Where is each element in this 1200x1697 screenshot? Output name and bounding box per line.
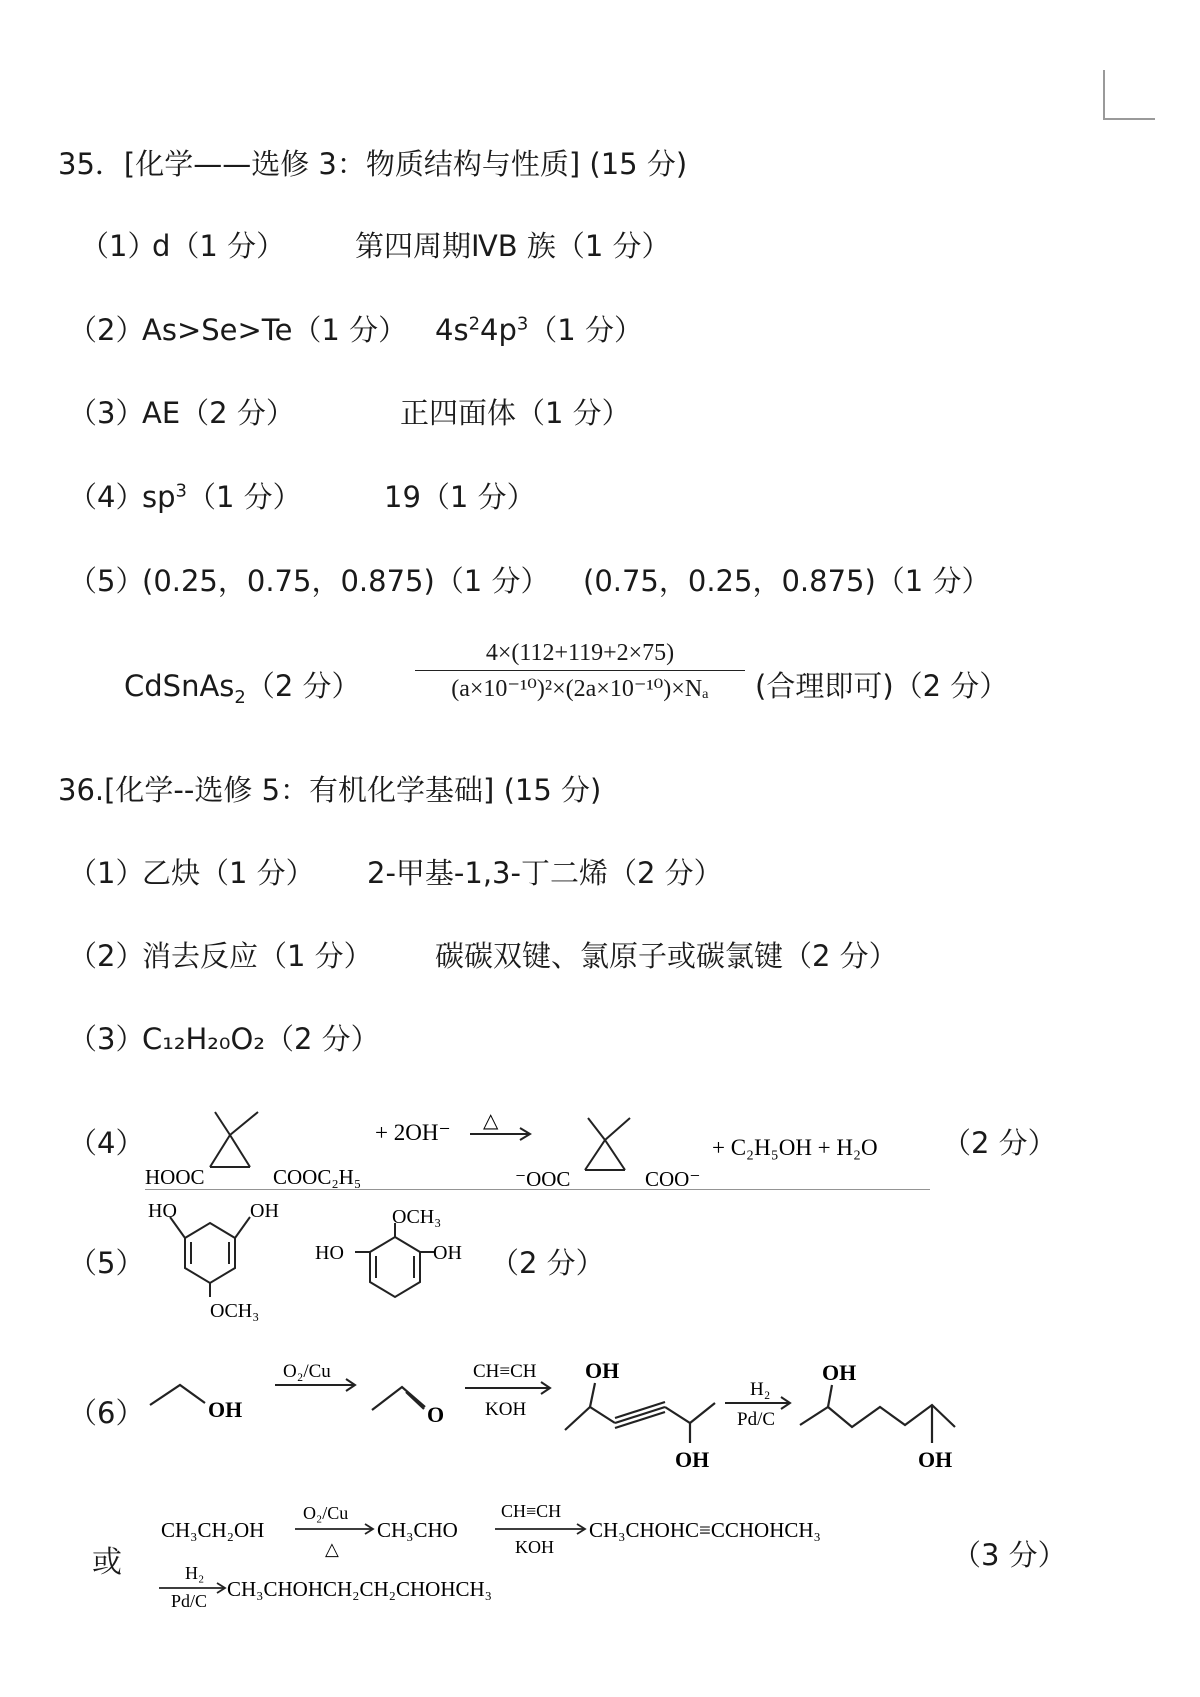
q36-part4-number: （4） <box>68 1126 145 1160</box>
alt-cond2-bottom: KOH <box>515 1537 554 1557</box>
q35-part4-number: （4） <box>68 480 145 514</box>
q36-part1-answer-a: 乙炔（1 分） <box>142 856 315 890</box>
q35-part4-answer-a: $sp^3(1$ 分） <box>142 480 302 514</box>
step2-condition: KOH <box>485 1399 527 1420</box>
q36-header: 36.[化学--选修 5：有机化学基础] (15 分) <box>58 773 602 807</box>
fraction-numerator: 4×(112+119+2×75) <box>485 640 675 666</box>
q36-part3-number: （3） <box>68 1022 145 1056</box>
product-right-group: COO⁻ <box>645 1167 701 1190</box>
q36-part2-answer-b: 碳碳双键、氯原子或碳氯键（2 分） <box>435 939 898 973</box>
alternative-or-label: 或 <box>92 1545 122 1580</box>
reactant-right-group: COOC₂H₅ <box>273 1165 362 1189</box>
hexanediol-skeleton <box>800 1385 955 1443</box>
alt-cond3-top: H₂ <box>185 1563 205 1583</box>
q35-part5-answer-a: (0.25，0.75，0.875)（1 分） <box>142 564 550 598</box>
q35-part3-number: （3） <box>68 396 145 430</box>
q36-part4-score: （2 分） <box>942 1126 1057 1160</box>
q36-part2-number: （2） <box>68 939 145 973</box>
acetaldehyde-skeleton <box>372 1387 425 1410</box>
side-products: + C₂H₅OH + H₂O <box>712 1135 878 1160</box>
fraction-denominator: (a×10⁻¹⁰)²×(2a×10⁻¹⁰)×Nₐ <box>451 676 709 702</box>
q35-part1-answer-a: d（1 分） <box>152 229 286 263</box>
q35-part1-answer-b: 第四周期ⅣB 族（1 分） <box>355 229 671 263</box>
alt-cond1-bottom: △ <box>325 1539 339 1559</box>
q36-part1-answer-b: 2-甲基-1,3-丁二烯（2 分） <box>367 856 723 890</box>
page-corner-mark <box>1103 70 1155 120</box>
step2-arrow <box>465 1382 550 1394</box>
heat-condition: △ <box>483 1110 499 1132</box>
q36-part1-number: （1） <box>68 856 145 890</box>
q36-part2-answer-a: 消去反应（1 分） <box>142 939 373 973</box>
s1-ho-label: HO <box>148 1200 177 1222</box>
alt-cond1-top: O₂/Cu <box>303 1503 349 1523</box>
alt-cond3-bottom: Pd/C <box>171 1591 208 1611</box>
q35-part5-number: （5） <box>68 564 145 598</box>
q35-part3-answer-a: AE（2 分） <box>142 396 295 430</box>
hexynediol-oh-top: OH <box>585 1358 620 1383</box>
q35-part5-answer-b: (0.75，0.25，0.875)（1 分） <box>583 564 991 598</box>
alt-step3-hexynediol: CH₃CHOHC≡CCHOHCH₃ <box>589 1518 821 1542</box>
q35-part2-answer-a: As>Se>Te（1 分） <box>142 313 408 347</box>
alt-arrow-1 <box>295 1524 373 1534</box>
product-left-group: ⁻OOC <box>515 1167 571 1190</box>
benzene-ring-2 <box>355 1223 435 1297</box>
reactant-left-group: HOOC <box>145 1165 205 1189</box>
q36-part5-score: （2 分） <box>490 1246 605 1280</box>
s1-och3-label: OCH₃ <box>210 1300 260 1322</box>
q35-part4-answer-b: 19（1 分） <box>384 480 536 514</box>
hexanediol-oh-top: OH <box>822 1360 857 1385</box>
q35-header: 35．[化学——选修 3：物质结构与性质] (15 分) <box>58 147 688 181</box>
alt-step1-ethanol: CH₃CH₂OH <box>161 1518 265 1542</box>
q35-part1-number: （1） <box>80 229 157 263</box>
fraction-bar <box>415 670 745 671</box>
s2-och3-label: OCH₃ <box>392 1206 442 1228</box>
synthesis-route-diagram <box>140 1345 1060 1475</box>
alt-step4-hexanediol: CH₃CHOHCH₂CH₂CHOHCH₃ <box>227 1577 492 1601</box>
hexanediol-oh-bottom: OH <box>918 1447 953 1472</box>
hexynediol-oh-bottom: OH <box>675 1447 710 1472</box>
q35-part3-answer-b: 正四面体（1 分） <box>400 396 631 430</box>
s2-ho-label: HO <box>315 1242 344 1264</box>
q35-part5-note: (合理即可)（2 分） <box>755 669 1009 703</box>
q36-part3-answer-a: C₁₂H₂₀O₂（2 分） <box>142 1022 380 1056</box>
step1-reagent: O₂/Cu <box>283 1361 331 1382</box>
step3-catalyst: Pd/C <box>737 1409 776 1430</box>
aldehyde-o-label: O <box>427 1402 445 1427</box>
step2-reagent: CH≡CH <box>473 1361 537 1382</box>
benzene-ring-1 <box>170 1217 250 1297</box>
q35-part5-formula: CdSnAs$_2$（2 分） <box>124 669 361 708</box>
q35-part2-number: （2） <box>68 313 145 347</box>
cyclopropane-reactant <box>210 1112 258 1167</box>
alt-arrow-2 <box>495 1524 585 1534</box>
isomer-structures <box>140 1195 470 1325</box>
hydroxide-reagent: + 2OH⁻ <box>375 1120 451 1145</box>
alt-cond2-top: CH≡CH <box>501 1501 562 1521</box>
s1-oh-label: OH <box>250 1200 279 1222</box>
ethanol-oh-label: OH <box>208 1397 243 1422</box>
hydrolysis-reaction-diagram <box>140 1100 940 1190</box>
alternative-route-diagram <box>155 1495 935 1615</box>
q36-part5-number: （5） <box>68 1246 145 1280</box>
density-fraction <box>415 640 745 703</box>
hexynediol-skeleton <box>565 1383 715 1443</box>
q36-part6-number: （6） <box>68 1396 145 1430</box>
alt-step2-acetaldehyde: CH₃CHO <box>377 1518 458 1542</box>
cyclopropane-product <box>585 1118 630 1170</box>
ethanol-skeleton <box>150 1385 205 1405</box>
step3-reagent: H₂ <box>750 1379 771 1400</box>
s2-oh-label: OH <box>433 1242 462 1264</box>
q35-part2-answer-b: $4s^24p^3(1$ 分） <box>435 313 643 347</box>
q36-part6-score: （3 分） <box>952 1538 1067 1572</box>
reaction-arrow <box>470 1128 530 1140</box>
